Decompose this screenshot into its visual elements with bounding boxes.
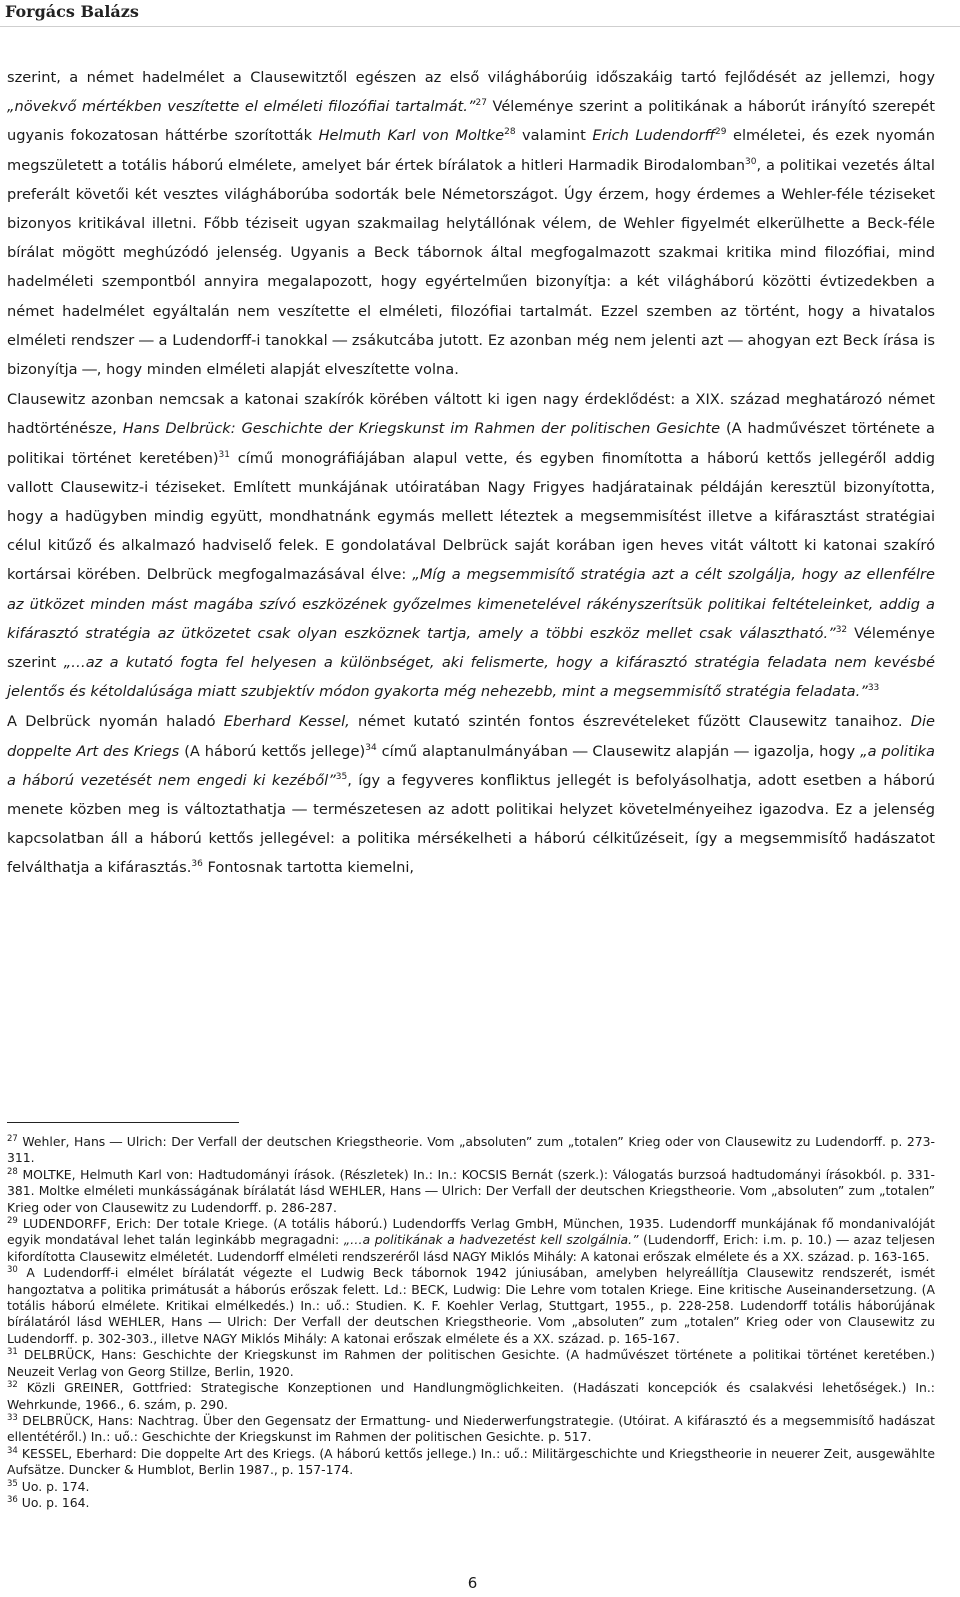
footnote-ref: 32 bbox=[835, 624, 848, 635]
footnote-text: (Ludendorff, Erich: i.m. p. 10.) ― azaz teljesen kifordította Clausewitz elméletét. Ludendorff elméleti rendszeréről lásd NAGY Miklós Mihály: A katonai erőszak elmélete és a XX. század. p. 163-165. bbox=[7, 1232, 936, 1264]
footnote-number: 31 bbox=[7, 1347, 18, 1358]
text-run: szerint, a német hadelmélet a Clausewitztől egészen az első világháborúig időszakáig tartó fejlődését az jellemzi, hogy bbox=[7, 69, 935, 86]
footnote-number: 27 bbox=[7, 1134, 18, 1144]
paragraph bbox=[7, 385, 935, 706]
footnote bbox=[7, 1216, 935, 1265]
quote-italic: „…az a kutató fogta fel helyesen a különbséget, aki felismerte, hogy a kifárasztó stratégia feladata nem kevésbé jelentős és kétoldalúsága miatt szubjektív módon gyakorta még nehezebb, mint a megsemmisítő stratégia feladata.” bbox=[7, 654, 935, 701]
footnote bbox=[7, 1380, 935, 1413]
running-header-author: Forgács Balázs bbox=[5, 2, 139, 21]
footnote-number: 29 bbox=[7, 1216, 18, 1227]
quote-italic: „a politika a háború vezetését nem engedi ki kezéből” bbox=[7, 742, 935, 789]
footnote bbox=[7, 1495, 935, 1511]
footnote-text: DELBRÜCK, Hans: Nachtrag. Über den Gegensatz der Ermattung- und Niederwerfungstrategie. (Utóirat. A kifárasztó és a megsemmisítő hadászat ellentétéről.) In.: uő.: Geschichte der Kriegskunst im Rahmen der politischen Gesichte. p. 517. bbox=[7, 1412, 935, 1445]
quote-italic: „Míg a megsemmisítő stratégia azt a célt szolgálja, hogy az ellenfélre az ütközet minden mást magába szívó eszközének győzelmes kimenetelével rákényszerítsük politikai feltételeinket, addig a kifárasztó stratégia az ütközetet csak olyan eszköznek tartja, amely a többi eszköz mellet csak választható.” bbox=[7, 566, 935, 642]
footnote bbox=[7, 1446, 935, 1479]
footnote bbox=[7, 1167, 935, 1216]
text-run: (A hadművészet története a politikai történet keretében) bbox=[7, 420, 935, 467]
text-run: A Delbrück nyomán haladó bbox=[7, 713, 224, 731]
footnote-number: 33 bbox=[7, 1412, 18, 1423]
footnote-text: DELBRÜCK, Hans: Geschichte der Kriegskunst im Rahmen der politischen Gesichte. (A hadművészet története a politikai történet keretében.) Neuzeit Verlag von Georg Stillze, Berlin, 1920. bbox=[7, 1347, 935, 1379]
name-italic: Erich Ludendorff bbox=[592, 127, 716, 145]
footnote-ref: 29 bbox=[715, 127, 727, 138]
footnote bbox=[7, 1413, 935, 1446]
text-run: című alaptanulmányában ― Clausewitz alapján ― igazolja, hogy bbox=[376, 742, 861, 760]
paragraph bbox=[7, 707, 935, 882]
text-run: elméletei, és ezek nyomán megszületett a totális háború elmélete, amelyet bár értek bírálatok a hitleri Harmadik Birodalomban bbox=[7, 127, 936, 174]
footnote-ref: 33 bbox=[867, 683, 880, 694]
footnote-text: Wehler, Hans ― Ulrich: Der Verfall der deutschen Kriegstheorie. Vom „absoluten” zum „totalen” Krieg oder von Clausewitz zu Ludendorff. p. 273-311. bbox=[7, 1134, 935, 1166]
footnote-quote-italic: „…a politikának a hadvezetést kell szolgálnia.” bbox=[343, 1232, 639, 1248]
text-run: , a politikai vezetés által preferált követői két vesztes világháborúba sodorták bele Németországot. Úgy érzem, hogy érdemes a Wehler-féle téziseket bizonyos kritikával illetni. Főbb téziseit ugyan szakmailag helytállónak vélem, de Wehler figyelmét elkerülhette a Beck-féle bírálat mögött meghúzódó jelenség. Ugyanis a Beck tábornok által megfogalmazott szakmai kritika mind filozófiai, mind hadelméleti szempontból annyira megalapozott, hogy egyértelműen bizonyítja: a két világháború közötti évtizedekben a német hadelmélet egyáltalán nem veszítette el elméleti, filozófiai tartalmát. Ezzel szemben az történt, hogy a hivatalos elméleti rendszer ― a Ludendorff-i tanokkal ― zsákutcába jutott. Ez azonban még nem jelenti azt ― ahogyan ezt Beck írása is bizonyítja ―, hogy minden elméleti alapját elveszítette volna. bbox=[7, 156, 935, 379]
text-run: , így a fegyveres konfliktus jellegét is befolyásolhatja, adott esetben a háború menete közben meg is változtathatja ― természetesen az adott politikai helyzet követelményeihez igazodva. Ez a jelenség kapcsolatban áll a háború kettős jellegével: a politika mérsékelheti a háború célkitűzéseit, így a megsemmisítő hadászatot felválthatja a kifárasztás. bbox=[7, 771, 936, 877]
footnote-number: 34 bbox=[7, 1445, 18, 1456]
title-italic: Die doppelte Art des Kriegs bbox=[7, 713, 935, 760]
text-run: német kutató szintén fontos észrevételeket fűzött Clausewitz tanaihoz. bbox=[349, 713, 911, 731]
footnote-ref: 28 bbox=[504, 127, 516, 138]
text-run: Fontosnak tartotta kiemelni, bbox=[202, 859, 415, 877]
text-run: valamint bbox=[515, 127, 593, 145]
footnote-number: 32 bbox=[7, 1380, 18, 1391]
paragraph bbox=[7, 63, 935, 384]
footnote-separator bbox=[7, 1122, 239, 1123]
footnote-ref: 31 bbox=[218, 449, 230, 460]
footnote-text: MOLTKE, Helmuth Karl von: Hadtudományi írások. (Részletek) In.: In.: KOCSIS Bernát (szerk.): Válogatás burzsoá hadtudományi írásokból. p. 331-381. Moltke elméleti munkásságának bírálatát lásd WEHLER, Hans ― Ulrich: Der Verfall der deutschen Kriegstheorie. Vom „absoluten” zum „totalen” Krieg oder von Clausewitz zu Ludendorff. p. 286-287. bbox=[7, 1166, 935, 1215]
footnote-text: Uo. p. 174. bbox=[21, 1478, 90, 1494]
footnote-number: 30 bbox=[7, 1265, 18, 1276]
title-italic: Hans Delbrück: Geschichte der Kriegskunst im Rahmen der politischen Gesichte bbox=[122, 420, 721, 438]
footnote-ref: 35 bbox=[335, 771, 348, 782]
footnote-ref: 27 bbox=[475, 98, 487, 109]
footnote-text: Uo. p. 164. bbox=[21, 1494, 90, 1510]
main-text bbox=[7, 63, 935, 883]
footnotes bbox=[7, 1134, 935, 1511]
footnote bbox=[7, 1134, 935, 1167]
name-italic: Eberhard Kessel, bbox=[223, 713, 350, 731]
text-run: című monográfiájában alapul vette, és egyben finomította a háború kettős jellegéről addig vallott Clausewitz-i téziseket. Említett munkájának utóiratában Nagy Frigyes hadjáratainak példáján keresztül bizonyította, hogy a hadügyben mindig együtt, mondhatnánk egymás mellett léteztek a megsemmisítést illetve a kifárasztást stratégiai célul kitűző és alkalmazó hadviselő felek. E gondolatával Delbrück saját korában igen heves vitát váltott ki katonai szakíró kortársai körében. Delbrück megfogalmazásával élve: bbox=[7, 449, 935, 584]
footnote-text: KESSEL, Eberhard: Die doppelte Art des Kriegs. (A háború kettős jellege.) In.: uő.: Militärgeschichte und Kriegstheorie in neuerer Zeit, ausgewählte Aufsätze. Duncker & Humblot, Berlin 1987., p. 157-174. bbox=[7, 1445, 935, 1478]
text-run: Véleménye szerint bbox=[7, 624, 936, 672]
footnote bbox=[7, 1347, 935, 1380]
footnote-text: LUDENDORFF, Erich: Der totale Kriege. (A totális háború.) Ludendorffs Verlag GmbH, München, 1935. Ludendorff munkájának fő mondanivalóját egyik mondatával lehet talán leginkább megragadni: bbox=[7, 1216, 935, 1248]
footnote-number: 35 bbox=[7, 1478, 18, 1489]
text-run: Véleménye szerint a politikának a háborút irányító szerepét ugyanis fokozatosan háttérbe szorították bbox=[7, 98, 936, 145]
footnote-number: 36 bbox=[7, 1494, 18, 1505]
footnote-ref: 34 bbox=[365, 742, 377, 753]
name-italic: Helmuth Karl von Moltke bbox=[318, 127, 505, 145]
quote-italic: „növekvő mértékben veszítette el elméleti filozófiai tartalmát.” bbox=[7, 98, 476, 116]
footnote-text: Közli GREINER, Gottfried: Strategische Konzeptionen und Handlungmöglichkeiten. (Hadászati koncepciók és csalakvési lehetőségek.) In.: Wehrkunde, 1966., 6. szám, p. 290. bbox=[7, 1380, 935, 1412]
text-run: Clausewitz azonban nemcsak a katonai szakírók körében váltott ki igen nagy érdeklődést: a XIX. század meghatározó német hadtörténésze, bbox=[7, 391, 935, 438]
footnote-number: 28 bbox=[7, 1166, 18, 1177]
footnote-text: A Ludendorff-i elmélet bírálatát végezte el Ludwig Beck tábornok 1942 júniusában, amelyben helyreállítja Clausewitz rendszerét, ismét hangoztatva a politika primátusát a háborús erőszak felett. Ld.: BECK, Ludwig: Die Lehre vom totalen Kriege. Eine kritische Auseinandersetzung. (A totális háború elmélete. Kritikai elmélkedés.) In.: uő.: Studien. K. F. Koehler Verlag, Stuttgart, 1955., p. 228-258. Ludendorff totális háborújának bírálatáról lásd WEHLER, Hans ― Ulrich: Der Verfall der deutschen Kriegstheorie. Vom „absoluten” zum „totalen” Krieg oder von Clausewitz zu Ludendorff. p. 302-303., illetve NAGY Miklós Mihály: A katonai erőszak elmélete és a XX. század. p. 165-167. bbox=[7, 1265, 935, 1346]
footnote bbox=[7, 1479, 935, 1495]
footnote-ref: 36 bbox=[191, 859, 203, 870]
text-run: (A háború kettős jellege) bbox=[179, 742, 366, 760]
page-header bbox=[0, 0, 960, 27]
footnote bbox=[7, 1265, 935, 1347]
page-number: 6 bbox=[467, 1574, 478, 1592]
footnote-ref: 30 bbox=[745, 156, 757, 167]
